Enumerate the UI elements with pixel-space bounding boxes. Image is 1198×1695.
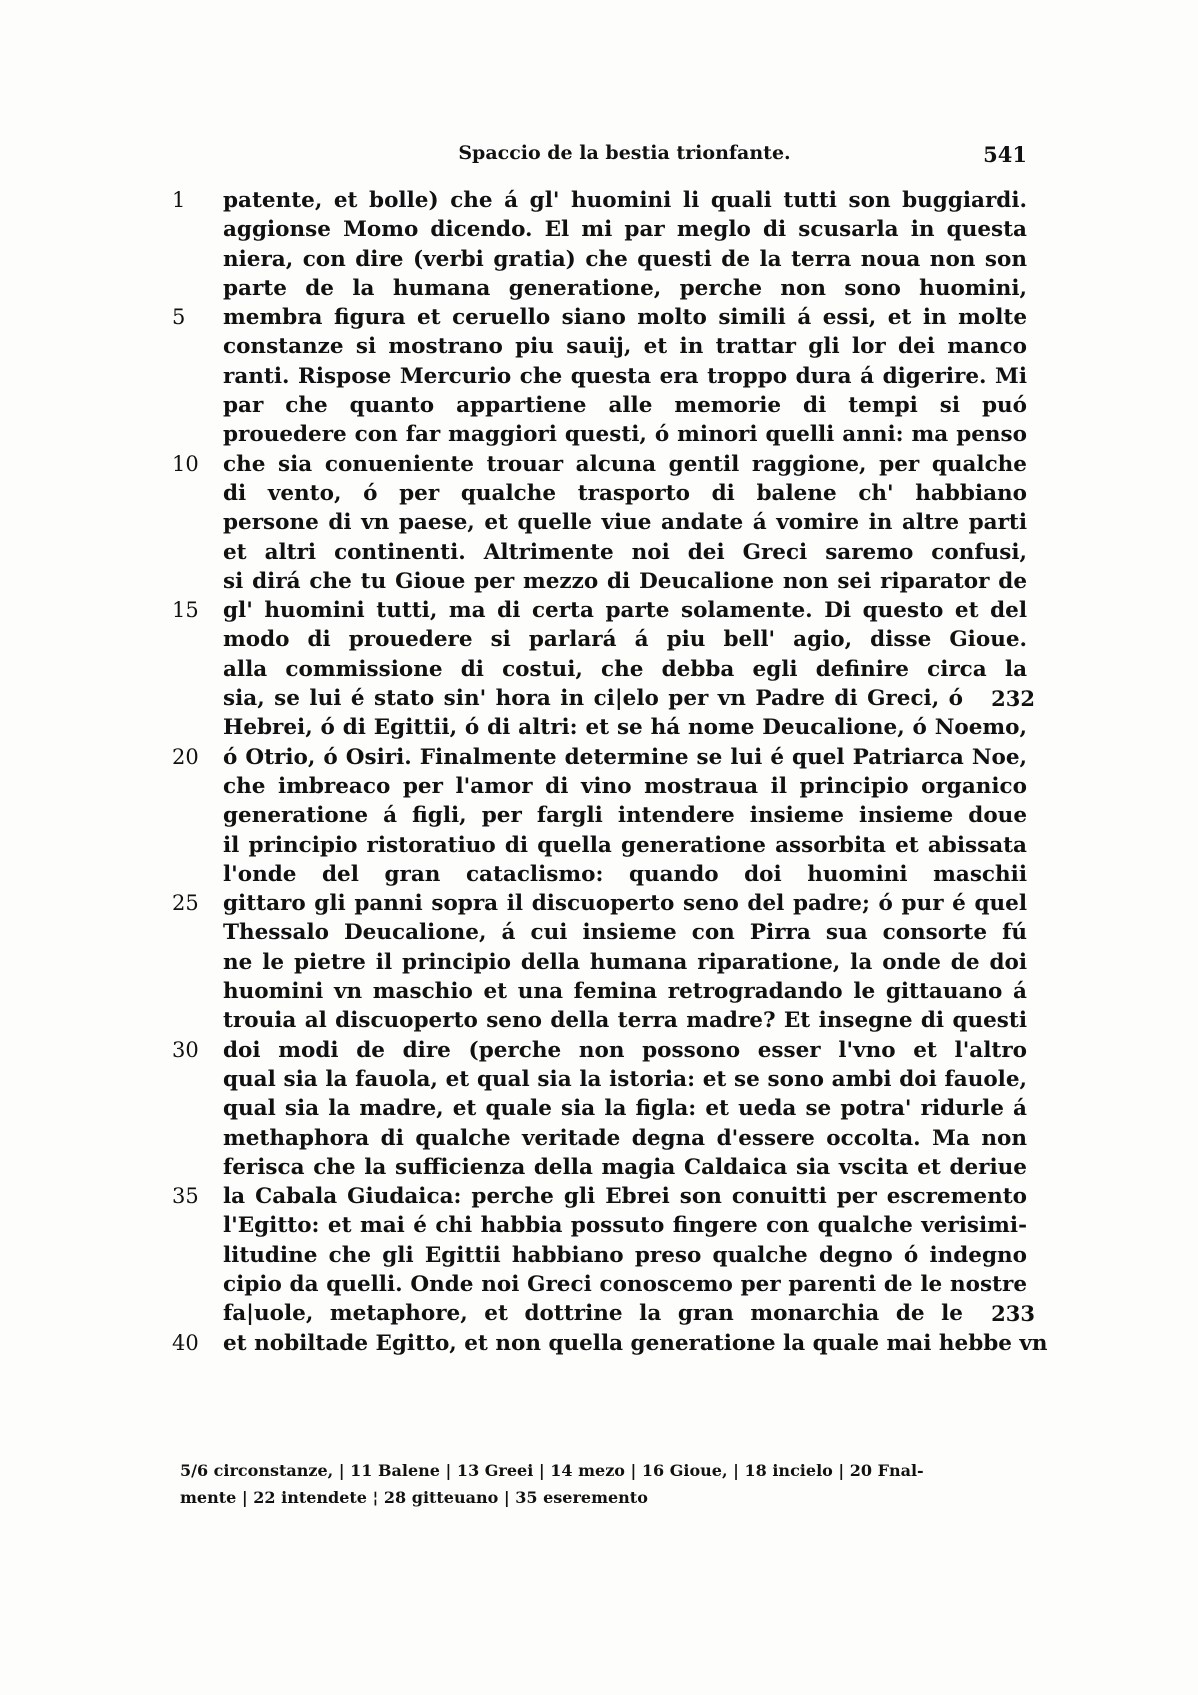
line-text: qual sia la fauola, et qual sia la istoria: et se sono ambi doi fauole, xyxy=(223,1066,1027,1092)
margin-reference: 232 xyxy=(991,686,1035,712)
page-number: 541 xyxy=(983,142,1027,167)
critical-apparatus xyxy=(180,1457,1027,1511)
line-text: ó Otrio, ó Osiri. Finalmente determine se lui é quel Patriarca Noe, xyxy=(223,744,1027,770)
text-line xyxy=(172,1329,1048,1358)
running-head xyxy=(222,142,1027,174)
line-text: constanze si mostrano piu sauij, et in trattar gli lor dei manco xyxy=(223,334,1027,360)
line-text: che sia conueniente trouar alcuna gentil raggione, per qualche xyxy=(223,451,1027,477)
text-line xyxy=(172,1094,1027,1123)
text-line xyxy=(172,948,1027,977)
line-text: alla commissione di costui, che debba egli definire circa la xyxy=(223,656,1027,682)
line-text: l'Egitto: et mai é chi habbia possuto fingere con qualche verisimi- xyxy=(223,1213,1027,1239)
text-line xyxy=(172,1124,1027,1153)
line-text: persone di vn paese, et quelle viue andate á vomire in altre parti xyxy=(223,510,1027,536)
text-line xyxy=(172,977,1027,1006)
line-text: trouia al discuoperto seno della terra madre? Et insegne di questi xyxy=(223,1008,1027,1034)
text-line xyxy=(172,362,1027,391)
text-line xyxy=(172,567,1027,596)
line-text: huomini vn maschio et una femina retrogradando le gittauano á xyxy=(223,979,1027,1005)
text-line xyxy=(172,420,1027,449)
text-line xyxy=(172,1299,1035,1328)
text-line xyxy=(172,713,1027,742)
line-number: 30 xyxy=(172,1037,199,1062)
line-number: 25 xyxy=(172,891,199,916)
line-number: 5 xyxy=(172,305,186,330)
line-text: par che quanto appartiene alle memorie di tempi si puó xyxy=(223,393,1027,419)
text-line xyxy=(172,1065,1027,1094)
line-text: che imbreaco per l'amor di vino mostraua il principio organico xyxy=(223,773,1027,799)
line-text: aggionse Momo dicendo. El mi par meglo di scusarla in questa xyxy=(223,217,1027,243)
text-line xyxy=(172,1241,1027,1270)
line-text: generatione á figli, per fargli intendere insieme insieme doue xyxy=(223,803,1027,829)
text-line xyxy=(172,831,1027,860)
text-line xyxy=(172,1036,1027,1065)
line-text: methaphora di qualche veritade degna d'essere occolta. Ma non xyxy=(223,1125,1027,1151)
line-text: modo di prouedere si parlará á piu bell' agio, disse Gioue. xyxy=(223,627,1027,653)
text-line xyxy=(172,1211,1027,1240)
line-text: di vento, ó per qualche trasporto di balene ch' habbiano xyxy=(223,480,1027,506)
text-line xyxy=(172,596,1027,625)
line-text: doi modi de dire (perche non possono esser l'vno et l'altro xyxy=(223,1037,1027,1063)
line-text: cipio da quelli. Onde noi Greci conoscemo per parenti de le nostre xyxy=(223,1271,1027,1297)
footnote-line: 5/6 circonstanze, | 11 Balene | 13 Greei | 14 mezo | 16 Gioue, | 18 incielo | 20 Fnal- xyxy=(180,1461,924,1480)
text-line xyxy=(172,772,1027,801)
line-text: Hebrei, ó di Egittii, ó di altri: et se há nome Deucalione, ó Noemo, xyxy=(223,715,1027,741)
line-text: ne le pietre il principio della humana riparatione, la onde de doi xyxy=(223,949,1027,975)
line-text: ranti. Rispose Mercurio che questa era troppo dura á digerire. Mi xyxy=(223,363,1027,389)
text-line xyxy=(172,1153,1027,1182)
line-text: prouedere con far maggiori questi, ó minori quelli anni: ma penso xyxy=(223,422,1027,448)
text-line xyxy=(172,1270,1027,1299)
line-text: si dirá che tu Gioue per mezzo di Deucalione non sei riparator de xyxy=(223,568,1027,594)
line-text: il principio ristoratiuo di quella generatione assorbita et abissata xyxy=(223,832,1027,858)
text-line xyxy=(172,332,1027,361)
line-text: patente, et bolle) che á gl' huomini li quali tutti son buggiardi. xyxy=(223,188,1027,213)
line-text: niera, con dire (verbi gratia) che questi de la terra noua non son xyxy=(223,246,1027,272)
text-line xyxy=(172,625,1027,654)
text-line xyxy=(172,508,1027,537)
text-line xyxy=(172,391,1027,420)
text-line xyxy=(172,450,1027,479)
line-text: l'onde del gran cataclismo: quando doi huomini maschii xyxy=(223,861,1027,887)
line-number: 10 xyxy=(172,451,199,476)
line-text: sia, se lui é stato sin' hora in ci|elo per vn Padre di Greci, ó xyxy=(223,686,963,712)
main-text xyxy=(172,186,1048,1358)
text-line xyxy=(172,860,1027,889)
text-line xyxy=(172,918,1027,947)
text-line xyxy=(172,743,1027,772)
text-line xyxy=(172,479,1027,508)
footnote-line: mente | 22 intendete ¦ 28 gitteuano | 35 eseremento xyxy=(180,1488,648,1507)
text-line xyxy=(172,215,1027,244)
text-line xyxy=(172,889,1027,918)
running-title: Spaccio de la bestia trionfante. xyxy=(458,142,791,164)
text-line xyxy=(172,186,1027,215)
text-line xyxy=(172,684,1035,713)
line-text: et altri continenti. Altrimente noi dei Greci saremo confusi, xyxy=(223,539,1027,565)
line-number: 15 xyxy=(172,598,199,623)
line-text: litudine che gli Egittii habbiano preso qualche degno ó indegno xyxy=(223,1242,1027,1268)
line-text: fa|uole, metaphore, et dottrine la gran monarchia de le xyxy=(223,1301,963,1327)
line-number: 20 xyxy=(172,744,199,769)
line-text: la Cabala Giudaica: perche gli Ebrei son conuitti per escremento xyxy=(223,1184,1027,1210)
text-line xyxy=(172,1006,1027,1035)
line-text: gl' huomini tutti, ma di certa parte solamente. Di questo et del xyxy=(223,598,1027,624)
text-line xyxy=(172,655,1027,684)
text-line xyxy=(172,274,1027,303)
line-number: 40 xyxy=(172,1330,199,1355)
text-line xyxy=(172,303,1027,332)
text-line xyxy=(172,801,1027,830)
line-number: 35 xyxy=(172,1184,199,1209)
line-number: 1 xyxy=(172,188,186,212)
text-line xyxy=(172,538,1027,567)
line-text: et nobiltade Egitto, et non quella generatione la quale mai hebbe vn xyxy=(223,1330,1048,1356)
text-line xyxy=(172,245,1027,274)
line-text: Thessalo Deucalione, á cui insieme con Pirra sua consorte fú xyxy=(223,920,1027,946)
line-text: parte de la humana generatione, perche non sono huomini, xyxy=(223,275,1027,301)
line-text: qual sia la madre, et quale sia la figla: et ueda se potra' ridurle á xyxy=(223,1096,1027,1122)
line-text: membra figura et ceruello siano molto simili á essi, et in molte xyxy=(223,305,1027,331)
line-text: gittaro gli panni sopra il discuoperto seno del padre; ó pur é quel xyxy=(223,891,1027,917)
margin-reference: 233 xyxy=(991,1301,1035,1327)
line-text: ferisca che la sufficienza della magia Caldaica sia vscita et deriue xyxy=(223,1154,1027,1180)
text-line xyxy=(172,1182,1027,1211)
